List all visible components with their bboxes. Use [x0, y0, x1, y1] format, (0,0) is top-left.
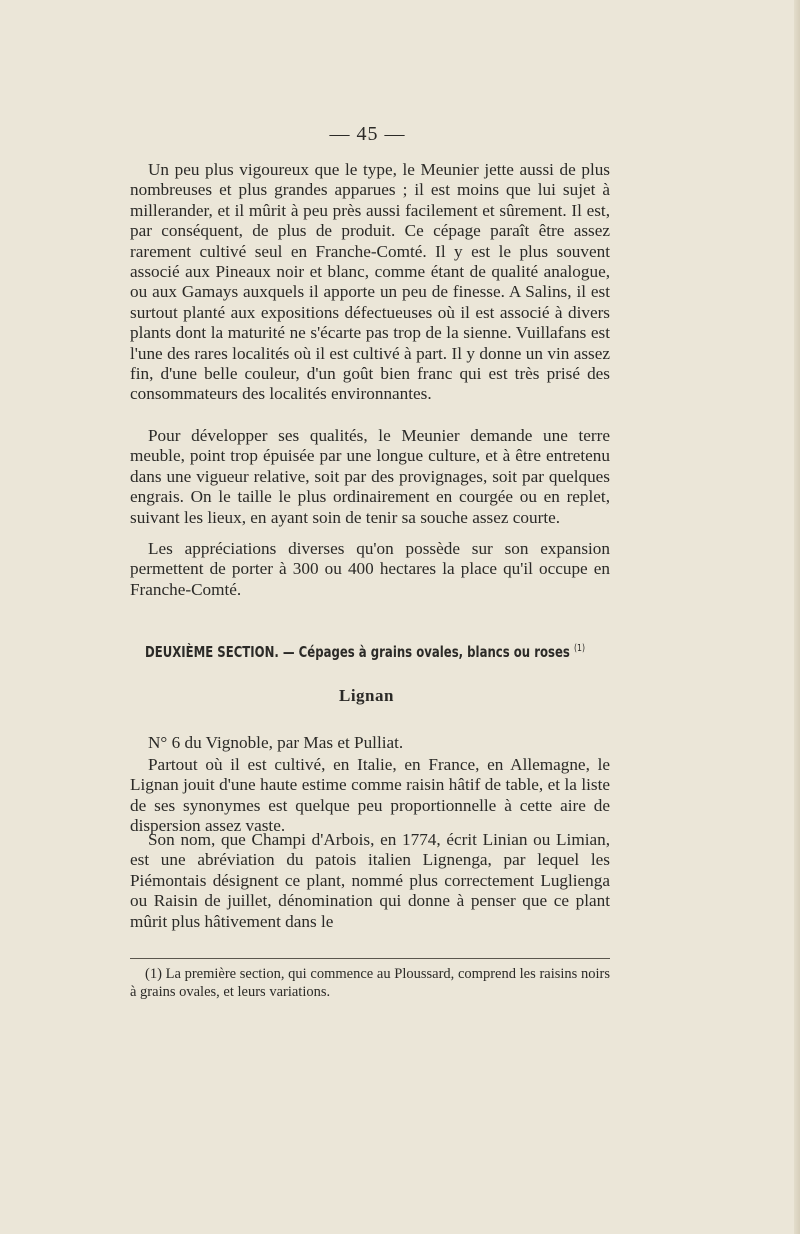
- paragraph-lignan-nom: Son nom, que Champi d'Arbois, en 1774, écrit Linian ou Limian, est une abréviation du patois italien Lignenga, par lequel les Piémontais désignent ce plant, nommé plus correctement Luglienga ou Raisin de juillet, dénomination qui donne à penser que ce plant mûrit plus hâtivement dans le: [130, 830, 610, 931]
- paragraph-meunier-description: Un peu plus vigoureux que le type, le Meunier jette aussi de plus nombreuses et plus grandes apparues ; il est moins que lui sujet à millerander, et il mûrit à peu près aussi facilement et sûrement. Il est, par conséquent, de plus de produit. Ce cépage paraît être assez rarement cultivé seul en Franche-Comté. Il y est le plus souvent associé aux Pineaux noir et blanc, comme étant de qualité analogue, ou aux Gamays auxquels il apporte un peu de finesse. A Salins, il est surtout planté aux expositions défectueuses où il est associé à divers plants dont la maturité ne s'écarte pas trop de la sienne. Vuillafans est l'une des rares localités où il est cultivé à part. Il y donne un vin assez fin, d'une belle couleur, d'un goût bien franc qui est très prisé des consommateurs des localités environnantes.: [130, 160, 610, 404]
- footnote-divider: [130, 958, 610, 959]
- paragraph-lignan-estime: Partout où il est cultivé, en Italie, en France, en Allemagne, le Lignan jouit d'une haute estime comme raisin hâtif de table, et la liste de ses synonymes est quelque peu proportionnelle à cette aire de dispersion assez vaste.: [130, 755, 610, 836]
- paragraph-meunier-culture: Pour développer ses qualités, le Meunier demande une terre meuble, point trop épuisée par une longue culture, et à être entretenu dans une vigueur relative, soit par des provignages, soit par quelques engrais. On le taille le plus ordinairement en courgée ou en replet, suivant les lieux, en ayant soin de tenir sa souche assez courte.: [130, 426, 610, 527]
- section-heading: [145, 643, 586, 661]
- page-number: — 45 —: [329, 123, 406, 145]
- footnote-reference: (1): [573, 643, 586, 654]
- footnote: [130, 966, 610, 1001]
- section-dash: —: [282, 643, 295, 661]
- variety-title: Lignan: [339, 686, 394, 705]
- section-label: DEUXIÈME SECTION.: [145, 643, 279, 661]
- paragraph-meunier-area: Les appréciations diverses qu'on possède sur son expansion permettent de porter à 300 ou 400 hectares la place qu'il occupe en Franche-Comté.: [130, 539, 610, 599]
- footnote-text: (1) La première section, qui commence au Ploussard, comprend les raisins noirs à grains ovales, et leurs variations.: [130, 966, 610, 1000]
- paragraph-vignoble-reference: N° 6 du Vignoble, par Mas et Pulliat.: [148, 733, 404, 752]
- section-title: Cépages à grains ovales, blancs ou roses: [298, 643, 570, 661]
- page-edge: [794, 0, 800, 1234]
